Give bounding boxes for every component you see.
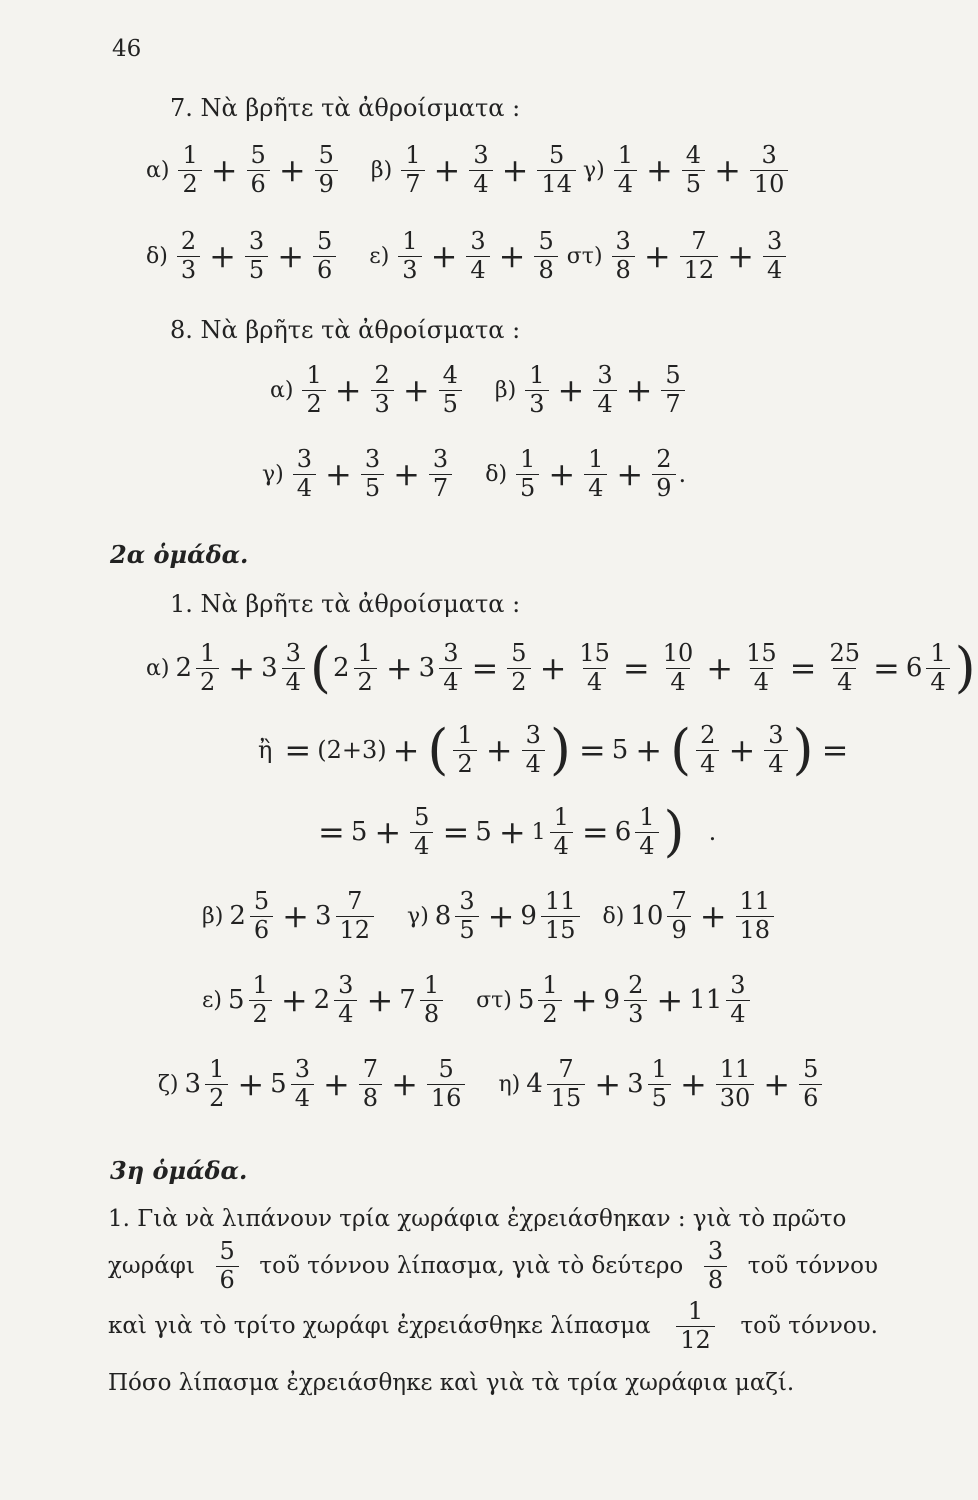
label: δ) [485,461,508,487]
numerator: 3 [294,1055,310,1083]
ex8-row-1: α) $\frac{1}{2}$ + $\frac{2}{3}$ + $\frac{4}{5}$ β) $\frac{1}{3}$ + $\frac{3}{4}$ + $\frac{5}{7}$ [270,362,688,418]
fraction [704,1238,727,1294]
numerator: 3 [248,227,265,255]
fraction [680,228,719,284]
label: γ) [407,903,429,929]
denominator: 2 [507,668,530,697]
fraction [334,972,357,1028]
fraction [537,142,576,198]
fraction [635,804,658,860]
fraction [354,640,377,696]
numerator: 4 [442,361,458,389]
fraction [726,972,749,1028]
denominator: 5 [439,390,462,419]
numerator: 1 [182,141,198,169]
numerator: 3 [766,227,783,255]
numerator: 25 [829,639,860,667]
denominator: 4 [926,668,949,697]
numerator: 1 [209,1055,225,1083]
fraction [534,228,557,284]
numerator: 3 [296,445,313,473]
label: ε) [202,987,222,1013]
fraction [667,888,690,944]
numerator: 1 [457,721,473,749]
fraction [315,142,338,198]
fraction [522,722,545,778]
fraction [652,446,675,502]
fraction [624,972,647,1028]
denominator: 6 [313,256,336,285]
denominator: 8 [704,1266,727,1295]
denominator: 2 [205,1084,228,1113]
numerator: 2 [700,721,716,749]
numerator: 1 [930,639,946,667]
label: ε) [369,243,390,269]
fraction [361,446,384,502]
fraction [750,142,789,198]
numerator: 1 [651,1055,667,1083]
label: β) [202,903,224,929]
denominator: 5 [361,474,384,503]
whole-number: 5 [270,1069,287,1100]
fraction [247,142,270,198]
numerator: 1 [402,227,418,255]
denominator: 2 [196,668,219,697]
denominator: 5 [648,1084,671,1113]
numerator: 1 [252,971,268,999]
fraction [764,722,787,778]
denominator: 7 [429,474,452,503]
numerator: 1 [617,141,633,169]
fraction [420,972,443,1028]
fraction [429,446,452,502]
denominator: 7 [401,170,424,199]
denominator: 8 [359,1084,382,1113]
numerator: 7 [691,227,707,255]
label: β) [494,377,517,403]
numerator: 1 [553,803,569,831]
whole-sum: (2+3) [317,736,387,765]
fraction [291,1056,314,1112]
fraction [216,1238,239,1294]
whole-number: 5 [350,817,368,848]
group-3-heading: 3η ὁμάδα. [110,1156,248,1185]
numerator: 11 [544,887,576,915]
fraction [525,362,548,418]
fraction [371,362,394,418]
numerator: 3 [432,445,449,473]
numerator: 1 [357,639,373,667]
denominator: 5 [455,916,478,945]
ex7-row-2: δ) $\frac{2}{3}$ + $\frac{3}{5}$ + $\frac{5}{6}$ ε) $\frac{1}{3}$ + $\frac{3}{4}$ + $\frac{5}{8}$ στ) $\frac{3}{8}$ + $\frac{7}{12}$ + $\frac{3}{4}$ [146,228,789,284]
whole-number: 7 [399,985,416,1016]
exercise-8-title: 8. Νὰ βρῆτε τὰ ἀθροίσματα : [170,316,521,344]
fraction [661,362,684,418]
whole-number: 3 [314,901,332,932]
whole-number: 2 [333,653,350,684]
numerator: 5 [414,803,430,831]
fraction [453,722,476,778]
label: δ) [146,243,168,269]
denominator: 2 [178,170,201,199]
ex1-row-e-st: ε) 5 $\frac{1}{2}$ + 2 $\frac{3}{4}$ + 7 $\frac{1}{8}$ στ) 5 $\frac{1}{2}$ + 9 $\frac{2}{3}$ + 11 $\frac{3}{4}$ [202,972,753,1028]
numerator: 11 [719,1055,751,1083]
numerator: 1 [306,361,322,389]
numerator: 5 [253,887,270,915]
numerator: 2 [374,361,390,389]
denominator: 4 [439,668,462,697]
numerator: 7 [362,1055,379,1083]
denominator: 8 [612,256,635,285]
numerator: 3 [470,227,486,255]
whole-number: 5 [517,985,535,1016]
numerator: 3 [364,445,381,473]
denominator: 4 [469,170,492,199]
whole-number: 2 [175,653,192,684]
denominator: 10 [750,170,789,199]
fraction [676,1298,715,1354]
whole-number: 11 [689,985,723,1016]
fraction [516,446,539,502]
label: η) [498,1071,521,1097]
denominator: 6 [247,170,270,199]
ex1-row-b-g-d: β) 2 $\frac{5}{6}$ + 3 $\frac{7}{12}$ γ) 8 $\frac{3}{5}$ + 9 $\frac{11}{15}$ δ) 10 $\frac{7}{9}$ + $\frac{11}{18}$ [202,888,777,944]
denominator: 15 [541,916,580,945]
page-number: 46 [112,36,142,62]
denominator: 16 [427,1084,466,1113]
fraction [593,362,616,418]
denominator: 6 [250,916,273,945]
label: δ) [602,903,625,929]
label: γ) [582,157,605,183]
numerator: 3 [338,971,354,999]
numerator: 1 [520,445,536,473]
whole-number: 3 [418,653,436,684]
denominator: 12 [680,256,719,285]
numerator: 2 [656,445,672,473]
denominator: 3 [371,390,394,419]
whole-number: 4 [526,1069,543,1100]
numerator: 5 [511,639,527,667]
numerator: 7 [558,1055,574,1083]
fraction [401,142,424,198]
worked-example-line-2: ἢ = (2+3) + ( $\frac{1}{2}$ + $\frac{3}{4}$ ) = 5 + ( $\frac{2}{4}$ + $\frac{3}{4}$ ) = [258,718,849,782]
fraction [575,640,614,696]
numerator: 2 [628,971,644,999]
fraction [648,1056,671,1112]
fraction [682,142,705,198]
fraction [763,228,786,284]
label: α) [146,157,170,183]
denominator: 4 [696,750,719,779]
whole-number: 10 [630,901,664,932]
fraction [736,888,775,944]
numerator: 5 [219,1237,235,1265]
fraction [696,722,719,778]
denominator: 4 [666,668,689,697]
numerator: 1 [687,1297,704,1325]
denominator: 8 [420,1000,443,1029]
denominator: 6 [799,1084,822,1113]
numerator: 5 [250,141,266,169]
denominator: 4 [291,1084,314,1113]
fraction [716,1056,755,1112]
numerator: 3 [707,1237,724,1265]
denominator: 2 [354,668,377,697]
denominator: 2 [538,1000,561,1029]
numerator: 5 [549,141,565,169]
fraction [825,640,864,696]
numerator: 1 [542,971,558,999]
fraction [659,640,698,696]
group-2-heading: 2α ὁμάδα. [110,540,249,569]
whole-number: 6 [905,653,923,684]
whole-number: 3 [261,653,278,684]
denominator: 4 [635,832,658,861]
fraction [799,1056,822,1112]
ex7-row-1: α) $\frac{1}{2}$ + $\frac{5}{6}$ + $\frac{5}{9}$ β) $\frac{1}{7}$ + $\frac{3}{4}$ + $\frac{5}{14}$ γ) $\frac{1}{4}$ + $\frac{4}{5}$ + $\frac{3}{10}$ [146,142,791,198]
denominator: 2 [302,390,325,419]
label: α) [146,655,170,681]
denominator: 5 [516,474,539,503]
numerator: 1 [200,639,216,667]
whole-number: 3 [627,1069,644,1100]
text: χωράφι [108,1253,195,1280]
whole-number: 5 [475,817,492,848]
whole-number: 2 [229,901,246,932]
fraction [205,1056,228,1112]
denominator: 14 [537,170,576,199]
numerator: 10 [662,639,694,667]
fraction [302,362,325,418]
fraction [249,972,272,1028]
denominator: 12 [336,916,375,945]
fraction [547,1056,586,1112]
denominator: 30 [716,1084,755,1113]
whole-number: 9 [520,901,537,932]
whole-number: 8 [434,901,452,932]
or-word: ἢ [258,736,273,765]
worked-example-line-1: α) 2 $\frac{1}{2}$ + 3 $\frac{3}{4}$ ( 2 $\frac{1}{2}$ + 3 $\frac{3}{4}$ = $\frac{5}{2}$ + $\frac{15}{4}$ = $\frac{10}{4}$ + $\frac{15}{4}$ = $\frac{25}{4}$ = 6 $\frac{1}{4}$ ) [146,636,976,700]
text: καὶ γιὰ τὸ τρίτο χωράφι ἐχρειάσθηκε λίπασμα [108,1313,651,1340]
whole-number: 9 [603,985,621,1016]
fraction [550,804,573,860]
whole-number: 5 [227,985,245,1016]
denominator: 4 [584,474,607,503]
fraction [313,228,336,284]
whole-number: 5 [611,735,629,766]
problem-line-3 [108,1298,878,1354]
denominator: 5 [682,170,705,199]
fraction [177,228,200,284]
numerator: 3 [768,721,784,749]
numerator: 3 [730,971,746,999]
fraction [538,972,561,1028]
fraction [926,640,949,696]
whole-number: 1 [531,819,546,845]
problem-line-1: 1. Γιὰ νὰ λιπάνουν τρία χωράφια ἐχρειάσθηκαν : γιὰ τὸ πρῶτο [108,1206,847,1232]
denominator: 9 [315,170,338,199]
numerator: 1 [639,803,655,831]
whole-number: 3 [184,1069,202,1100]
fraction [398,228,421,284]
label: β) [370,157,393,183]
label: ζ) [158,1071,179,1097]
fraction [427,1056,466,1112]
denominator: 4 [583,668,606,697]
fraction [282,640,305,696]
denominator: 15 [547,1084,586,1113]
denominator: 3 [177,256,200,285]
fraction [196,640,219,696]
label: στ) [566,243,603,269]
denominator: 12 [676,1326,715,1355]
denominator: 4 [764,750,787,779]
numerator: 3 [443,639,459,667]
denominator: 4 [763,256,786,285]
numerator: 2 [180,227,197,255]
fraction [293,446,316,502]
numerator: 15 [579,639,610,667]
fraction [336,888,375,944]
denominator: 4 [293,474,316,503]
denominator: 3 [398,256,421,285]
fraction [359,1056,382,1112]
denominator: 3 [525,390,548,419]
ex1-row-z-h: ζ) 3 $\frac{1}{2}$ + 5 $\frac{3}{4}$ + $\frac{7}{8}$ + $\frac{5}{16}$ η) 4 $\frac{7}{15}$ + 3 $\frac{1}{5}$ + $\frac{11}{30}$ + $\frac{5}{6}$ [158,1056,825,1112]
denominator: 4 [833,668,856,697]
fraction [439,362,462,418]
denominator: 8 [534,256,557,285]
fraction [584,446,607,502]
fraction [455,888,478,944]
denominator: 4 [593,390,616,419]
fraction [178,142,201,198]
denominator: 4 [614,170,637,199]
worked-example-line-3: = 5 + $\frac{5}{4}$ = 5 + 1 $\frac{1}{4}$ = 6 $\frac{1}{4}$ ) . [318,800,717,864]
denominator: 4 [466,256,489,285]
fraction [541,888,580,944]
denominator: 4 [726,1000,749,1029]
numerator: 5 [803,1055,819,1083]
denominator: 4 [410,832,433,861]
numerator: 1 [423,971,440,999]
numerator: 4 [685,141,702,169]
fraction [507,640,530,696]
denominator: 7 [661,390,684,419]
denominator: 9 [667,916,690,945]
numerator: 3 [761,141,777,169]
exercise-7-title: 7. Νὰ βρῆτε τὰ ἀθροίσματα : [170,94,521,122]
denominator: 4 [522,750,545,779]
fraction [612,228,635,284]
fraction [742,640,781,696]
numerator: 5 [538,227,554,255]
denominator: 6 [216,1266,239,1295]
fraction [245,228,268,284]
problem-line-2 [108,1238,878,1294]
numerator: 5 [665,361,681,389]
denominator: 3 [624,1000,647,1029]
denominator: 18 [736,916,775,945]
denominator: 4 [282,668,305,697]
numerator: 1 [529,361,545,389]
fraction [410,804,433,860]
denominator: 4 [550,832,573,861]
denominator: 2 [453,750,476,779]
numerator: 1 [588,445,604,473]
label: γ) [262,461,284,487]
whole-number: 2 [313,985,331,1016]
fraction [614,142,637,198]
numerator: 5 [438,1055,454,1083]
group-2-exercise-1-title: 1. Νὰ βρῆτε τὰ ἀθροίσματα : [170,590,521,618]
fraction [469,142,492,198]
numerator: 15 [746,639,777,667]
denominator: 5 [245,256,268,285]
ex8-row-2: γ) $\frac{3}{4}$ + $\frac{3}{5}$ + $\frac{3}{7}$ δ) $\frac{1}{5}$ + $\frac{1}{4}$ + $\frac{2}{9}$ . [262,445,687,502]
numerator: 5 [318,141,334,169]
numerator: 1 [405,141,421,169]
numerator: 7 [347,887,363,915]
numerator: 5 [317,227,333,255]
numerator: 3 [473,141,489,169]
denominator: 9 [652,474,675,503]
numerator: 11 [739,887,771,915]
problem-line-4: Πόσο λίπασμα ἐχρειάσθηκε καὶ γιὰ τὰ τρία χωράφια μαζί. [108,1370,795,1396]
text: τοῦ τόννου λίπασμα, γιὰ τὸ δεύτερο [259,1253,684,1280]
label: στ) [476,987,512,1013]
denominator: 2 [249,1000,272,1029]
whole-number: 6 [614,817,632,848]
numerator: 3 [597,361,613,389]
text: τοῦ τόννου [747,1253,878,1280]
numerator: 3 [459,887,475,915]
denominator: 4 [334,1000,357,1029]
text: τοῦ τόννου. [740,1313,878,1340]
numerator: 3 [525,721,541,749]
fraction [466,228,489,284]
numerator: 7 [671,887,687,915]
label: α) [270,377,294,403]
numerator: 3 [615,227,631,255]
numerator: 3 [285,639,301,667]
fraction [439,640,462,696]
fraction [250,888,273,944]
denominator: 4 [750,668,773,697]
